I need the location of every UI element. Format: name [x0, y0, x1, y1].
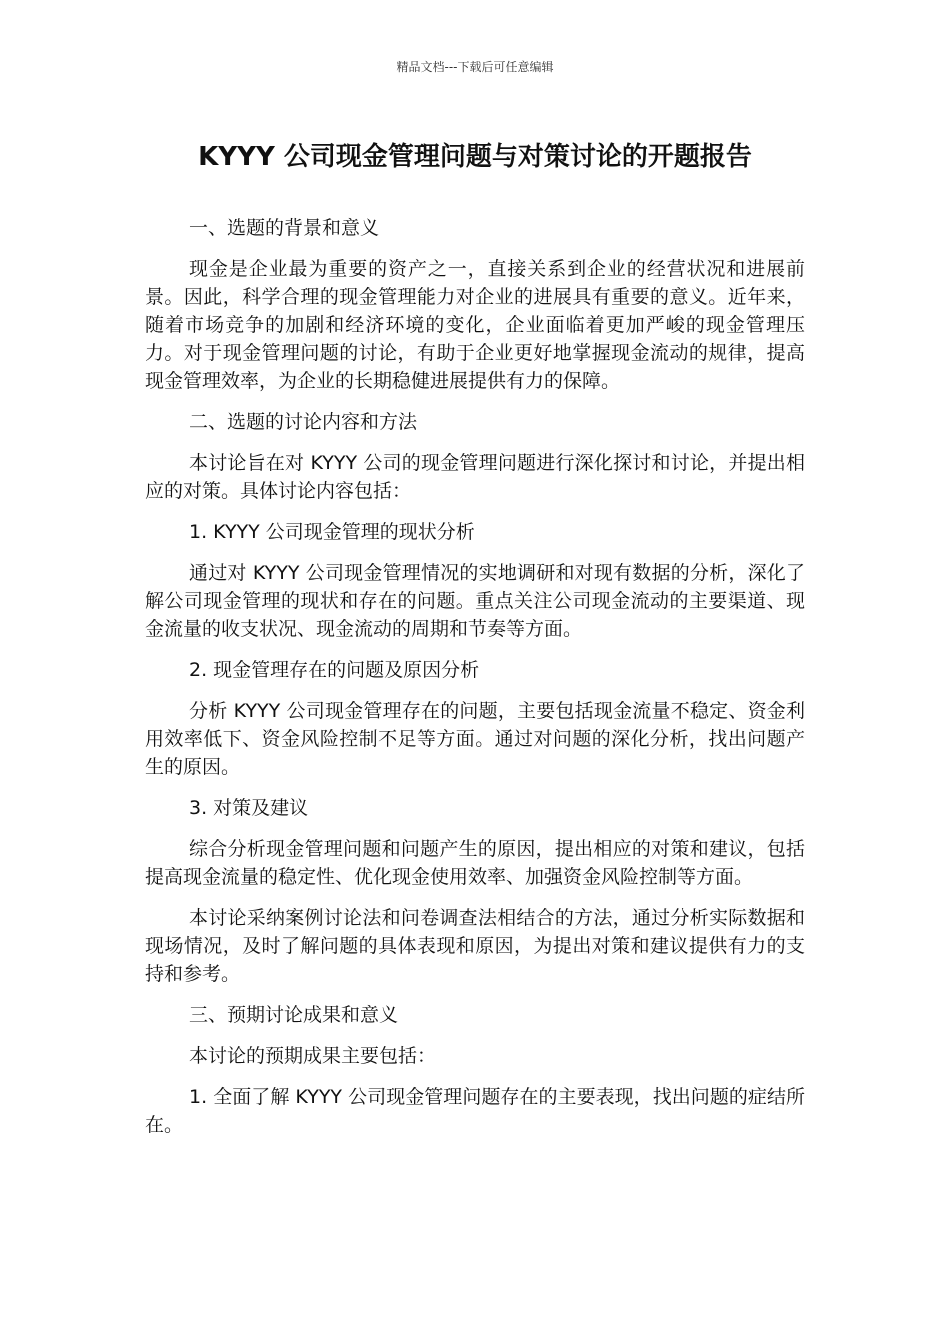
subheading-2: 2. 现金管理存在的问题及原因分析	[189, 659, 480, 681]
page-header: 精品文档---下载后可任意编辑	[396, 60, 554, 74]
paragraph-methods: 本讨论采纳案例讨论法和问卷调查法相结合的方法，通过分析实际数据和现场情况，及时了解问题的具体表现和原因，为提出对策和建议提供有力的支持和参考。	[145, 907, 805, 985]
subheading-3: 3. 对策及建议	[189, 797, 309, 819]
section-heading-2: 二、选题的讨论内容和方法	[189, 411, 418, 433]
subheading-1: 1. KYYY 公司现金管理的现状分析	[189, 521, 475, 543]
paragraph-background: 现金是企业最为重要的资产之一，直接关系到企业的经营状况和进展前景。因此，科学合理的现金管理能力对企业的进展具有重要的意义。近年来，随着市场竞争的加剧和经济环境的变化，企业面临着更加严峻的现金管理压力。对于现金管理问题的讨论，有助于企业更好地掌握现金流动的规律，提高现金管理效率，为企业的长期稳健进展提供有力的保障。	[145, 258, 805, 392]
section-heading-1: 一、选题的背景和意义	[189, 217, 380, 239]
paragraph-research-intro: 本讨论旨在对 KYYY 公司的现金管理问题进行深化探讨和讨论，并提出相应的对策。具体讨论内容包括：	[145, 452, 805, 502]
paragraph-problem-analysis: 分析 KYYY 公司现金管理存在的问题，主要包括现金流量不稳定、资金利用效率低下、资金风险控制不足等方面。通过对问题的深化分析，找出问题产生的原因。	[145, 700, 805, 778]
paragraph-expected-intro: 本讨论的预期成果主要包括：	[189, 1045, 437, 1067]
section-heading-3: 三、预期讨论成果和意义	[189, 1004, 399, 1026]
paragraph-countermeasures: 综合分析现金管理问题和问题产生的原因，提出相应的对策和建议，包括提高现金流量的稳定性、优化现金使用效率、加强资金风险控制等方面。	[145, 838, 805, 888]
paragraph-status-analysis: 通过对 KYYY 公司现金管理情况的实地调研和对现有数据的分析，深化了解公司现金管理的现状和存在的问题。重点关注公司现金流动的主要渠道、现金流量的收支状况、现金流动的周期和节奏等方面。	[145, 562, 805, 640]
document-body	[145, 214, 805, 1152]
paragraph-expected-item-1: 1. 全面了解 KYYY 公司现金管理问题存在的主要表现，找出问题的症结所在。	[145, 1086, 805, 1136]
document-title: KYYY 公司现金管理问题与对策讨论的开题报告	[198, 142, 752, 172]
